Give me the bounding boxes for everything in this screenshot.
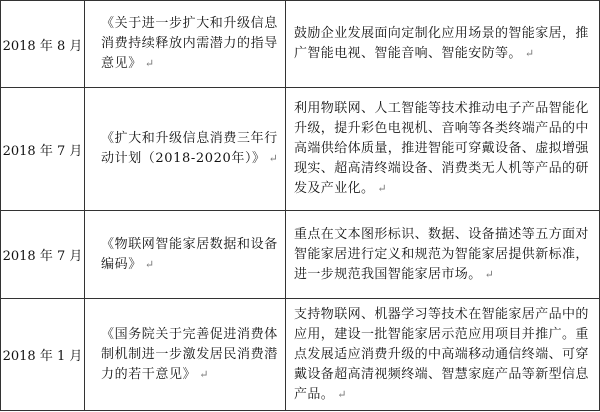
date-text: 2018 年 8 月 (2, 38, 83, 54)
date-text: 2018 年 7 月 (2, 249, 83, 264)
policy-description: 重点在文本图形标识、数据、设备描述等五方面对智能家居进行定义和规范为智能家居提供新标准，进一步规范我国智能家居市场。 (294, 226, 589, 282)
return-mark-icon: ↵ (337, 387, 347, 401)
policy-description: 利用物联网、人工智能等技术推动电子产品智能化升级，提升彩色电视机、音响等各类终端产品的中高端供给体质量，推进智能可穿戴设备、虚拟增强现实、超高清终端设备、消费类无人机等产品的研发及产业化。 (294, 101, 589, 196)
description-cell (286, 211, 600, 299)
date-cell (1, 211, 85, 299)
policy-title-cell (85, 299, 286, 411)
date-cell (1, 88, 85, 211)
policy-title-cell (85, 1, 286, 88)
return-mark-icon: ↵ (144, 257, 155, 271)
description-cell (286, 1, 600, 88)
description-cell (286, 299, 600, 411)
return-mark-icon: ↵ (199, 367, 210, 381)
table-row (1, 1, 600, 88)
table-row (1, 88, 600, 211)
policy-description: 鼓励企业发展面向定制化应用场景的智能家居，推广智能电视、智能音响、智能安防等。 (294, 26, 589, 61)
policy-description: 支持物联网、机器学习等技术在智能家居产品中的应用，建设一批智能家居示范应用项目并推广。重点发展适应消费升级的中高端移动通信终端、可穿戴设备超高清视频终端、智慧家庭产品等新型信息产品。 (294, 306, 589, 402)
policy-title: 《扩大和升级信息消费三年行动计划（2018-2020年）》 (101, 131, 278, 166)
description-cell (286, 88, 600, 211)
policy-title: 《物联网智能家居数据和设备编码》 (101, 236, 278, 272)
table-row (1, 211, 600, 299)
date-text: 2018 年 7 月 (2, 143, 83, 159)
policy-title-cell (85, 88, 286, 211)
policy-title: 《关于进一步扩大和升级信息消费持续释放内需潜力的指导意见》 (101, 16, 278, 71)
table-row (1, 299, 600, 411)
return-mark-icon: ↵ (377, 182, 388, 195)
date-cell (1, 1, 85, 88)
policy-title-cell (85, 211, 286, 299)
return-mark-icon: ↵ (144, 57, 155, 70)
policy-title: 《国务院关于完善促进消费体制机制进一步激发居民消费潜力的若干意见》 (101, 326, 278, 382)
return-mark-icon: ↵ (524, 47, 535, 60)
return-mark-icon: ↵ (268, 152, 279, 165)
return-mark-icon: ↵ (484, 267, 495, 281)
date-cell (1, 299, 85, 411)
date-text: 2018 年 1 月 (2, 349, 83, 364)
